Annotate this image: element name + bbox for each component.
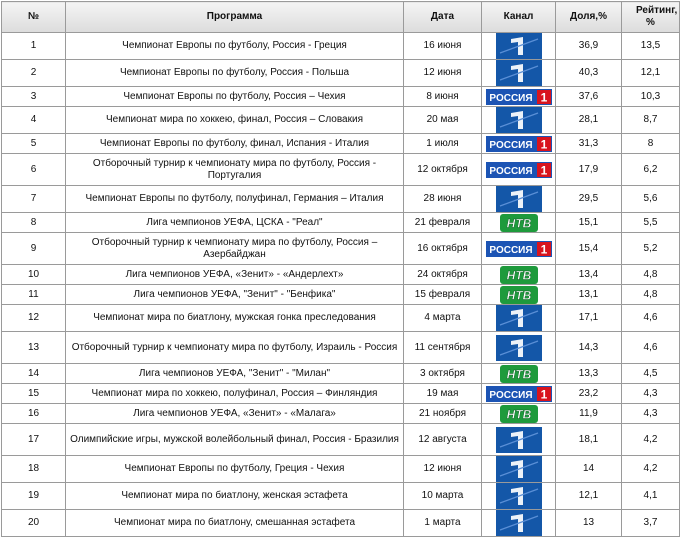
channel xyxy=(482,186,556,213)
audience-share: 13,3 xyxy=(556,364,622,384)
broadcast-date: 19 мая xyxy=(404,384,482,404)
table-row xyxy=(2,213,680,233)
perviy-kanal-logo-icon xyxy=(496,335,542,361)
row-number: 16 xyxy=(2,404,66,424)
audience-rating: 3,7 xyxy=(622,510,680,537)
row-number: 2 xyxy=(2,60,66,87)
rossiya-logo-word: РОССИЯ xyxy=(488,92,533,104)
row-number: 6 xyxy=(2,154,66,186)
audience-rating: 6,2 xyxy=(622,154,680,186)
header-program: Программа xyxy=(66,2,404,33)
table-row xyxy=(2,404,680,424)
rossiya-1-logo-icon xyxy=(486,136,552,152)
program-name: Чемпионат Европы по футболу, Россия – Чехия xyxy=(66,87,404,107)
audience-share: 11,9 xyxy=(556,404,622,424)
program-name: Чемпионат мира по хоккею, финал, Россия – Словакия xyxy=(66,107,404,134)
audience-share: 23,2 xyxy=(556,384,622,404)
broadcast-date: 10 марта xyxy=(404,483,482,510)
rossiya-logo-word: РОССИЯ xyxy=(488,165,533,177)
audience-share: 36,9 xyxy=(556,33,622,60)
program-name: Лига чемпионов УЕФА, ЦСКА - "Реал" xyxy=(66,213,404,233)
perviy-kanal-logo-icon xyxy=(496,33,542,59)
audience-share: 14,3 xyxy=(556,332,622,364)
ntv-logo-text: НТВ xyxy=(506,268,531,282)
audience-rating: 5,6 xyxy=(622,186,680,213)
row-number: 1 xyxy=(2,33,66,60)
header-date: Дата xyxy=(404,2,482,33)
row-number: 12 xyxy=(2,305,66,332)
broadcast-date: 3 октября xyxy=(404,364,482,384)
program-name: Олимпийские игры, мужской волейбольный финал, Россия - Бразилия xyxy=(66,424,404,456)
rossiya-logo-number: 1 xyxy=(540,387,547,401)
broadcast-date: 12 октября xyxy=(404,154,482,186)
header-rating: Рейтинг, % xyxy=(622,2,680,33)
ntv-logo-icon xyxy=(500,286,538,304)
channel xyxy=(482,265,556,285)
table-row xyxy=(2,233,680,265)
header-channel: Канал xyxy=(482,2,556,33)
perviy-kanal-logo-icon xyxy=(496,186,542,212)
broadcast-date: 16 октября xyxy=(404,233,482,265)
audience-share: 13,1 xyxy=(556,285,622,305)
table-row xyxy=(2,285,680,305)
channel xyxy=(482,424,556,456)
audience-rating: 4,3 xyxy=(622,404,680,424)
audience-share: 15,4 xyxy=(556,233,622,265)
audience-share: 17,9 xyxy=(556,154,622,186)
audience-share: 13 xyxy=(556,510,622,537)
program-name: Чемпионат мира по биатлону, смешанная эстафета xyxy=(66,510,404,537)
table-row xyxy=(2,60,680,87)
program-name: Чемпионат Европы по футболу, полуфинал, Германия – Италия xyxy=(66,186,404,213)
audience-rating: 5,2 xyxy=(622,233,680,265)
ratings-table xyxy=(1,1,680,537)
channel xyxy=(482,404,556,424)
channel xyxy=(482,510,556,537)
program-name: Чемпионат Европы по футболу, Греция - Чехия xyxy=(66,456,404,483)
row-number: 18 xyxy=(2,456,66,483)
channel xyxy=(482,87,556,107)
program-name: Лига чемпионов УЕФА, «Зенит» - «Малага» xyxy=(66,404,404,424)
row-number: 5 xyxy=(2,134,66,154)
table-row xyxy=(2,305,680,332)
table-row xyxy=(2,154,680,186)
table-row xyxy=(2,332,680,364)
program-name: Чемпионат Европы по футболу, финал, Испания - Италия xyxy=(66,134,404,154)
broadcast-date: 11 сентября xyxy=(404,332,482,364)
broadcast-date: 21 ноября xyxy=(404,404,482,424)
rossiya-1-logo-icon xyxy=(486,241,552,257)
table-row xyxy=(2,424,680,456)
row-number: 8 xyxy=(2,213,66,233)
row-number: 9 xyxy=(2,233,66,265)
program-name: Чемпионат Европы по футболу, Россия - Польша xyxy=(66,60,404,87)
broadcast-date: 8 июня xyxy=(404,87,482,107)
header-share: Доля,% xyxy=(556,2,622,33)
channel xyxy=(482,233,556,265)
ntv-logo-icon xyxy=(500,214,538,232)
row-number: 10 xyxy=(2,265,66,285)
broadcast-date: 24 октября xyxy=(404,265,482,285)
audience-rating: 4,1 xyxy=(622,483,680,510)
channel xyxy=(482,213,556,233)
table-row xyxy=(2,384,680,404)
program-name: Лига чемпионов УЕФА, "Зенит" - "Милан" xyxy=(66,364,404,384)
broadcast-date: 21 февраля xyxy=(404,213,482,233)
audience-rating: 13,5 xyxy=(622,33,680,60)
audience-share: 15,1 xyxy=(556,213,622,233)
rossiya-1-logo-icon xyxy=(486,386,552,402)
table-header-row xyxy=(2,2,680,33)
perviy-kanal-logo-icon xyxy=(496,427,542,453)
ntv-logo-text: НТВ xyxy=(506,367,531,381)
ntv-logo-text: НТВ xyxy=(506,407,531,421)
broadcast-date: 12 июня xyxy=(404,456,482,483)
program-name: Лига чемпионов УЕФА, «Зенит» - «Андерлехт» xyxy=(66,265,404,285)
broadcast-date: 20 мая xyxy=(404,107,482,134)
rossiya-logo-number: 1 xyxy=(540,242,547,256)
perviy-kanal-logo-icon xyxy=(496,60,542,86)
channel xyxy=(482,483,556,510)
channel xyxy=(482,60,556,87)
audience-rating: 4,3 xyxy=(622,384,680,404)
audience-share: 18,1 xyxy=(556,424,622,456)
broadcast-date: 12 июня xyxy=(404,60,482,87)
channel xyxy=(482,305,556,332)
row-number: 17 xyxy=(2,424,66,456)
program-name: Чемпионат мира по хоккею, полуфинал, Россия – Финляндия xyxy=(66,384,404,404)
row-number: 7 xyxy=(2,186,66,213)
audience-rating: 4,8 xyxy=(622,285,680,305)
header-num: № xyxy=(2,2,66,33)
row-number: 15 xyxy=(2,384,66,404)
table-row xyxy=(2,87,680,107)
audience-share: 12,1 xyxy=(556,483,622,510)
channel xyxy=(482,134,556,154)
channel xyxy=(482,33,556,60)
table-row xyxy=(2,33,680,60)
row-number: 20 xyxy=(2,510,66,537)
rossiya-logo-word: РОССИЯ xyxy=(488,244,533,256)
table-row xyxy=(2,456,680,483)
perviy-kanal-logo-icon xyxy=(496,305,542,331)
channel xyxy=(482,154,556,186)
table-row xyxy=(2,364,680,384)
table-row xyxy=(2,107,680,134)
audience-share: 17,1 xyxy=(556,305,622,332)
audience-rating: 4,2 xyxy=(622,456,680,483)
ntv-logo-text: НТВ xyxy=(506,216,531,230)
broadcast-date: 1 июля xyxy=(404,134,482,154)
audience-rating: 4,2 xyxy=(622,424,680,456)
broadcast-date: 28 июня xyxy=(404,186,482,213)
ntv-logo-text: НТВ xyxy=(506,288,531,302)
broadcast-date: 16 июня xyxy=(404,33,482,60)
program-name: Чемпионат мира по биатлону, женская эстафета xyxy=(66,483,404,510)
program-name: Лига чемпионов УЕФА, "Зенит" - "Бенфика" xyxy=(66,285,404,305)
table-row xyxy=(2,186,680,213)
table-row xyxy=(2,265,680,285)
broadcast-date: 1 марта xyxy=(404,510,482,537)
audience-rating: 5,5 xyxy=(622,213,680,233)
broadcast-date: 4 марта xyxy=(404,305,482,332)
audience-share: 29,5 xyxy=(556,186,622,213)
channel xyxy=(482,332,556,364)
program-name: Отборочный турнир к чемпионату мира по футболу, Израиль - Россия xyxy=(66,332,404,364)
channel xyxy=(482,285,556,305)
channel xyxy=(482,107,556,134)
perviy-kanal-logo-icon xyxy=(496,510,542,536)
row-number: 11 xyxy=(2,285,66,305)
rossiya-logo-number: 1 xyxy=(540,163,547,177)
rossiya-logo-word: РОССИЯ xyxy=(488,389,533,401)
program-name: Отборочный турнир к чемпионату мира по футболу, Россия – Азербайджан xyxy=(66,233,404,265)
row-number: 3 xyxy=(2,87,66,107)
audience-share: 31,3 xyxy=(556,134,622,154)
audience-rating: 4,6 xyxy=(622,332,680,364)
ntv-logo-icon xyxy=(500,266,538,284)
ntv-logo-icon xyxy=(500,365,538,383)
audience-share: 13,4 xyxy=(556,265,622,285)
audience-rating: 4,6 xyxy=(622,305,680,332)
rossiya-1-logo-icon xyxy=(486,89,552,105)
perviy-kanal-logo-icon xyxy=(496,456,542,482)
audience-rating: 8,7 xyxy=(622,107,680,134)
channel xyxy=(482,364,556,384)
rossiya-1-logo-icon xyxy=(486,162,552,178)
rossiya-logo-number: 1 xyxy=(540,90,547,104)
row-number: 19 xyxy=(2,483,66,510)
rossiya-logo-number: 1 xyxy=(540,137,547,151)
audience-rating: 10,3 xyxy=(622,87,680,107)
table-row xyxy=(2,483,680,510)
program-name: Отборочный турнир к чемпионату мира по футболу, Россия - Португалия xyxy=(66,154,404,186)
program-name: Чемпионат мира по биатлону, мужская гонка преследования xyxy=(66,305,404,332)
channel xyxy=(482,384,556,404)
row-number: 13 xyxy=(2,332,66,364)
table-row xyxy=(2,134,680,154)
broadcast-date: 15 февраля xyxy=(404,285,482,305)
perviy-kanal-logo-icon xyxy=(496,107,542,133)
audience-share: 40,3 xyxy=(556,60,622,87)
program-name: Чемпионат Европы по футболу, Россия - Греция xyxy=(66,33,404,60)
ntv-logo-icon xyxy=(500,405,538,423)
perviy-kanal-logo-icon xyxy=(496,483,542,509)
audience-share: 37,6 xyxy=(556,87,622,107)
row-number: 14 xyxy=(2,364,66,384)
audience-share: 28,1 xyxy=(556,107,622,134)
audience-rating: 12,1 xyxy=(622,60,680,87)
channel xyxy=(482,456,556,483)
audience-rating: 8 xyxy=(622,134,680,154)
row-number: 4 xyxy=(2,107,66,134)
audience-rating: 4,5 xyxy=(622,364,680,384)
audience-share: 14 xyxy=(556,456,622,483)
table-row xyxy=(2,510,680,537)
audience-rating: 4,8 xyxy=(622,265,680,285)
rossiya-logo-word: РОССИЯ xyxy=(488,139,533,151)
broadcast-date: 12 августа xyxy=(404,424,482,456)
